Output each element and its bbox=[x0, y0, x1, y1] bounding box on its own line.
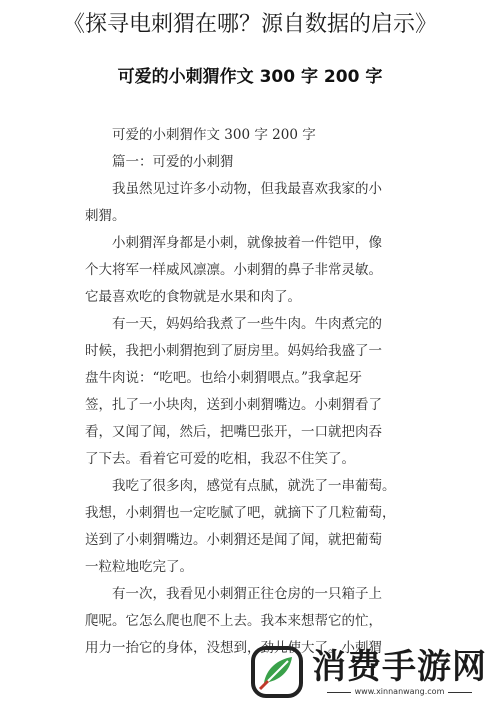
body-line: 有一次，我看见小刺猬正往仓房的一只箱子上 bbox=[112, 586, 382, 602]
body-line: 看，又闻了闻，然后，把嘴巴张开，一口就把肉吞 bbox=[85, 424, 382, 440]
body-line: 小刺猬浑身都是小刺，就像披着一件铠甲，像 bbox=[112, 235, 382, 251]
body-line: 盘牛肉说：“吃吧。也给小刺猬喂点。”我拿起牙 bbox=[85, 370, 363, 386]
watermark-url: www.xinnanwang.com bbox=[354, 687, 445, 696]
body-line: 我想，小刺猬也一定吃腻了吧，就摘下了几粒葡萄， bbox=[85, 505, 396, 521]
body-line: 一粒粒地吃完了。 bbox=[85, 559, 193, 575]
body-line: 我吃了很多肉，感觉有点腻，就洗了一串葡萄。 bbox=[112, 478, 396, 494]
body-line: 刺猬。 bbox=[85, 208, 126, 224]
body-line: 个大将军一样威风凛凛。小刺猬的鼻子非常灵敏。 bbox=[85, 262, 382, 278]
body-line: 签，扎了一小块肉，送到小刺猬嘴边。小刺猬看了 bbox=[85, 397, 382, 413]
body-line: 它最喜欢吃的食物就是水果和肉了。 bbox=[85, 289, 301, 305]
body-line: 了下去。看着它可爱的吃相，我忍不住笑了。 bbox=[85, 451, 355, 467]
document-body bbox=[85, 122, 430, 662]
document-title: 可爱的小刺猬作文 300 字 200 字 bbox=[117, 67, 383, 87]
body-line: 用力一抬它的身体，没想到，劲儿使大了。小刺猬 bbox=[85, 640, 382, 656]
site-watermark-logo bbox=[248, 640, 496, 704]
body-line: 时候，我把小刺猬抱到了厨房里。妈妈给我盛了一 bbox=[85, 343, 382, 359]
body-line: 爬呢。它怎么爬也爬不上去。我本来想帮它的忙， bbox=[85, 613, 382, 629]
body-line: 送到了小刺猬嘴边。小刺猬还是闻了闻，就把葡萄 bbox=[85, 532, 382, 548]
leaf-badge-icon bbox=[248, 643, 306, 701]
page-banner-title: 《探寻电刺猬在哪？源自数据的启示》 bbox=[62, 11, 437, 37]
body-line: 篇一：可爱的小刺猬 bbox=[112, 154, 234, 170]
body-line: 有一天，妈妈给我煮了一些牛肉。牛肉煮完的 bbox=[112, 316, 382, 332]
watermark-site-name: 消费手游网 bbox=[312, 647, 487, 687]
body-line: 我虽然见过许多小动物，但我最喜欢我家的小 bbox=[112, 181, 382, 197]
body-line: 可爱的小刺猬作文 300 字 200 字 bbox=[112, 127, 316, 143]
